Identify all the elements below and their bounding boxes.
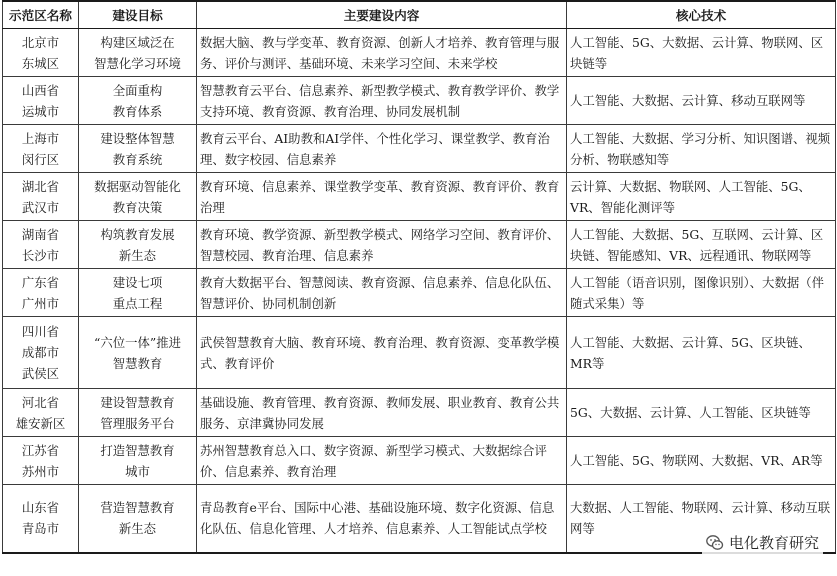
goal-line: 建设七项: [112, 274, 163, 290]
cell-tech: 云计算、大数据、物联网、人工智能、5G、VR、智能化测评等: [567, 173, 836, 221]
header-tech: 核心技术: [567, 1, 836, 29]
table-body: [3, 29, 836, 553]
cell-goal: [79, 437, 197, 485]
cell-region: [3, 317, 79, 389]
region-line: 北京市: [21, 34, 60, 50]
demo-zone-table: [2, 0, 836, 554]
cell-region: [3, 29, 79, 77]
cell-goal: [79, 173, 197, 221]
cell-content: 青岛教育e平台、国际中心港、基础设施环境、数字化资源、信息化队伍、信息化管理、人才培养、信息素养、人工智能试点学校: [197, 485, 567, 553]
goal-line: 智慧教育: [112, 355, 163, 371]
cell-region: [3, 269, 79, 317]
goal-line: 建设整体智慧: [100, 130, 175, 146]
table-row: [3, 317, 836, 389]
region-line: 广州市: [21, 295, 60, 311]
cell-region: [3, 173, 79, 221]
region-line: 上海市: [21, 130, 60, 146]
region-line: 长沙市: [21, 247, 60, 263]
header-goal: 建设目标: [79, 1, 197, 29]
region-line: 四川省: [21, 324, 60, 339]
cell-region: [3, 389, 79, 437]
goal-line: 教育系统: [112, 151, 163, 167]
cell-tech: 人工智能、大数据、学习分析、知识图谱、视频分析、物联感知等: [567, 125, 836, 173]
cell-content: 武侯智慧教育大脑、教育环境、教育治理、教育资源、变革教学模式、教育评价: [197, 317, 567, 389]
cell-content: 教育环境、信息素养、课堂教学变革、教育资源、教育评价、教育治理: [197, 173, 567, 221]
region-line: 青岛市: [21, 521, 60, 537]
cell-region: [3, 221, 79, 269]
goal-line: 智慧化学习环境: [94, 55, 181, 71]
cell-goal: [79, 317, 197, 389]
region-line: 成都市: [21, 345, 60, 360]
cell-content: 智慧教育云平台、信息素养、新型教学模式、教育教学评价、教学支持环境、教育资源、教育治理、协同发展机制: [197, 77, 567, 125]
cell-content: 教育大数据平台、智慧阅读、教育资源、信息素养、信息化队伍、智慧评价、协同机制创新: [197, 269, 567, 317]
table-row: [3, 437, 836, 485]
region-line: 广东省: [21, 274, 60, 290]
cell-tech: 人工智能、5G、大数据、云计算、物联网、区块链等: [567, 29, 836, 77]
wechat-icon: [706, 534, 724, 552]
watermark-text: 电化教育研究: [728, 534, 819, 552]
cell-region: [3, 437, 79, 485]
region-line: 江苏省: [21, 442, 60, 458]
goal-line: 打造智慧教育: [100, 442, 175, 458]
goal-line: 构建区域泛在: [100, 34, 175, 50]
goal-line: 全面重构: [112, 82, 163, 98]
goal-line: 管理服务平台: [100, 415, 175, 431]
cell-content: 数据大脑、教与学变革、教育资源、创新人才培养、教育管理与服务、评价与测评、基础环境、未来学习空间、未来学校: [197, 29, 567, 77]
region-line: 东城区: [21, 55, 60, 71]
cell-content: 教育环境、教学资源、新型教学模式、网络学习空间、教育评价、智慧校园、教育治理、信息素养: [197, 221, 567, 269]
cell-tech: 人工智能、大数据、云计算、移动互联网等: [567, 77, 836, 125]
goal-line: 构筑教育发展: [100, 226, 175, 242]
table-row: [3, 77, 836, 125]
cell-tech: 人工智能、5G、物联网、大数据、VR、AR等: [567, 437, 836, 485]
table-row: [3, 269, 836, 317]
header-region: 示范区名称: [3, 1, 79, 29]
table-row: [3, 389, 836, 437]
region-line: 武侯区: [21, 366, 60, 381]
region-line: 山东省: [21, 500, 60, 516]
cell-goal: [79, 485, 197, 553]
region-line: 山西省: [21, 82, 60, 98]
table-header-row: [3, 1, 836, 29]
table-row: [3, 125, 836, 173]
header-content: 主要建设内容: [197, 1, 567, 29]
cell-content: 教育云平台、AI助教和AI学伴、个性化学习、课堂教学、教育治理、数字校园、信息素养: [197, 125, 567, 173]
cell-goal: [79, 29, 197, 77]
table-row: [3, 173, 836, 221]
cell-tech: 人工智能、大数据、云计算、5G、区块链、MR等: [567, 317, 836, 389]
goal-line: 城市: [125, 463, 150, 479]
region-line: 湖北省: [21, 178, 60, 194]
region-line: 雄安新区: [15, 415, 66, 431]
goal-line: 建设智慧教育: [100, 394, 175, 410]
cell-content: 基础设施、教育管理、教育资源、教师发展、职业教育、教育公共服务、京津冀协同发展: [197, 389, 567, 437]
cell-goal: [79, 389, 197, 437]
goal-line: 教育体系: [112, 103, 163, 119]
cell-goal: [79, 125, 197, 173]
goal-line: “六位一体”推进: [93, 334, 181, 350]
cell-goal: [79, 269, 197, 317]
cell-tech: 5G、大数据、云计算、人工智能、区块链等: [567, 389, 836, 437]
goal-line: 营造智慧教育: [100, 500, 175, 516]
region-line: 苏州市: [21, 463, 60, 479]
region-line: 武汉市: [21, 199, 60, 215]
table-row: [3, 29, 836, 77]
cell-content: 苏州智慧教育总入口、数字资源、新型学习模式、大数据综合评价、信息素养、教育治理: [197, 437, 567, 485]
cell-tech: 人工智能（语音识别，图像识别）、大数据（伴随式采集）等: [567, 269, 836, 317]
goal-line: 新生态: [118, 247, 157, 263]
cell-tech: 大数据、人工智能、物联网、云计算、移动互联网等: [567, 485, 836, 553]
cell-region: [3, 125, 79, 173]
region-line: 河北省: [21, 394, 60, 410]
goal-line: 教育决策: [112, 199, 163, 215]
cell-tech: 人工智能、大数据、5G、互联网、云计算、区块链、智能感知、VR、远程通讯、物联网等: [567, 221, 836, 269]
cell-goal: [79, 77, 197, 125]
goal-line: 新生态: [118, 521, 157, 537]
goal-line: 数据驱动智能化: [94, 178, 181, 194]
cell-region: [3, 485, 79, 553]
table-row: [3, 221, 836, 269]
cell-region: [3, 77, 79, 125]
goal-line: 重点工程: [112, 295, 163, 311]
watermark: [702, 531, 823, 554]
region-line: 闵行区: [21, 151, 60, 167]
region-line: 湖南省: [21, 226, 60, 242]
cell-goal: [79, 221, 197, 269]
region-line: 运城市: [21, 103, 60, 119]
